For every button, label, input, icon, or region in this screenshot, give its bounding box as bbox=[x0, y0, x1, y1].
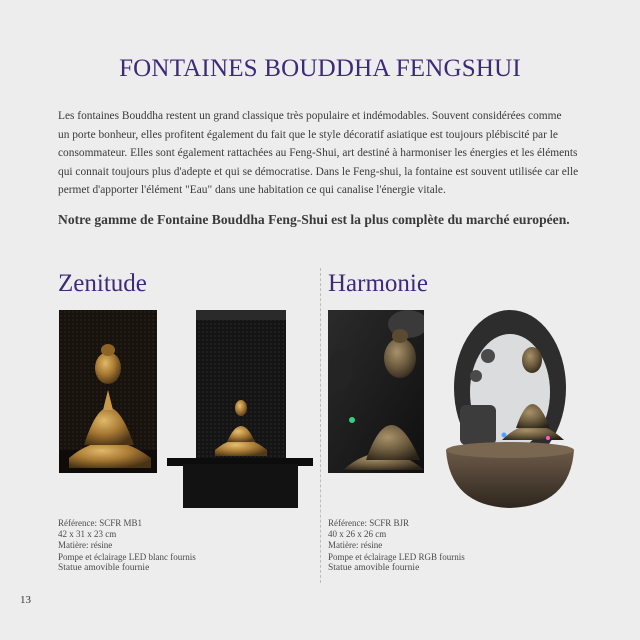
spec-pump-lighting: Pompe et éclairage LED blanc fournis bbox=[58, 551, 196, 562]
intro-line: Les fontaines Bouddha restent un grand classique très populaire et indémodables. Souvent considérées comme bbox=[58, 110, 562, 122]
spec-reference: Référence: SCFR MB1 bbox=[58, 518, 142, 528]
harmonie-fountain-photo bbox=[440, 310, 580, 510]
spec-pump-lighting: Pompe et éclairage LED RGB fournis bbox=[328, 551, 465, 562]
tagline: Notre gamme de Fontaine Bouddha Feng-Shui est la plus complète du marché européen. bbox=[58, 212, 570, 227]
intro-line: qui connait toujours plus d'adepte et qui se démocratise. Dans le Feng-shui, la fontaine est souvent utilisée car elle bbox=[58, 165, 579, 178]
page-title: FONTAINES BOUDDHA FENGSHUI bbox=[119, 55, 521, 82]
intro-line: un porte bonheur, elles profitent également du fait que le style décoratif asiatique est toujours plébiscité par le bbox=[58, 128, 558, 141]
intro-paragraph bbox=[58, 107, 588, 200]
harmonie-specs bbox=[328, 518, 578, 574]
buddha-closeup-image bbox=[59, 310, 157, 473]
fountain-image bbox=[165, 310, 315, 510]
page-number: 13 bbox=[20, 594, 31, 606]
zenitude-fountain-photo bbox=[165, 310, 315, 510]
spec-material: Matière: résine bbox=[328, 540, 383, 551]
buddha-closeup-image bbox=[328, 310, 424, 473]
spec-dimensions: 40 x 26 x 26 cm bbox=[328, 529, 387, 540]
zenitude-specs bbox=[58, 518, 308, 574]
zenitude-closeup-photo bbox=[59, 310, 157, 473]
spec-statue: Statue amovible fournie bbox=[58, 562, 150, 573]
product-title-harmonie: Harmonie bbox=[328, 270, 428, 297]
intro-line: consommateur. Elles sont également rattachées au Feng-Shui, art destiné à harmoniser les énergies et les éléments bbox=[58, 147, 578, 159]
spec-dimensions: 42 x 31 x 23 cm bbox=[58, 529, 117, 540]
fountain-image bbox=[440, 310, 580, 510]
harmonie-closeup-photo bbox=[328, 310, 424, 473]
column-divider bbox=[320, 268, 321, 583]
intro-line: permet d'apporter l'élément "Eau" dans une habitation ce qui canalise l'énergie vitale. bbox=[58, 184, 446, 196]
product-title-zenitude: Zenitude bbox=[58, 270, 147, 297]
spec-statue: Statue amovible fournie bbox=[328, 562, 420, 573]
spec-material: Matière: résine bbox=[58, 540, 113, 551]
spec-reference: Référence: SCFR BJR bbox=[328, 518, 409, 528]
